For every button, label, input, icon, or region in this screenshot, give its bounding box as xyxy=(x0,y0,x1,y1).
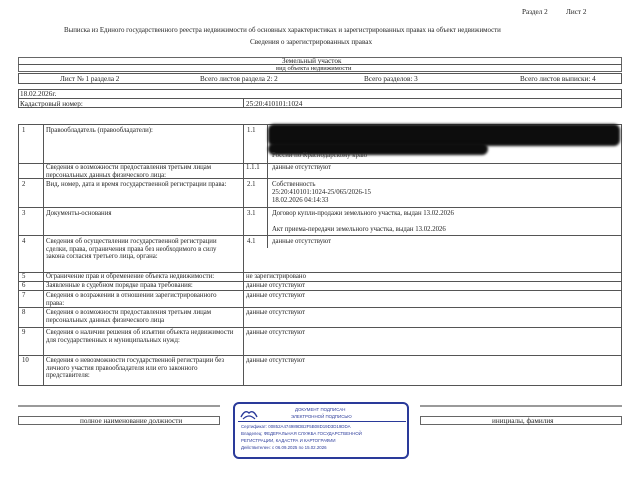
row-number: 10 xyxy=(22,357,29,364)
documents-label: Документы-основания xyxy=(46,210,112,217)
stamp-line2: ЭЛЕКТРОННОЙ ПОДПИСЬЮ xyxy=(291,414,352,419)
row-number: 5 xyxy=(22,273,26,280)
stamp-validity: Действителен: с 06.09.2025 по 15.02.2026 xyxy=(241,445,327,450)
row-number: 7 xyxy=(22,292,26,299)
right-type: Собственность xyxy=(272,181,316,188)
sheets-in-section: Всего листов раздела 2: 2 xyxy=(200,74,278,83)
stamp-line1: ДОКУМЕНТ ПОДПИСАН xyxy=(295,407,346,412)
issue-date: 18.02.2026г. xyxy=(20,90,57,98)
row-number: 2 xyxy=(22,181,26,188)
row-number: 8 xyxy=(22,309,26,316)
encumbrance-label: Ограничение прав и обременение объекта недвижимости: xyxy=(46,273,215,280)
row-number: 4 xyxy=(22,238,26,245)
document-title: Выписка из Единого государственного реестра недвижимости об основных характеристиках и зарегистрированных правах на объект недвижимости xyxy=(64,27,501,34)
objection-label: Сведения о возражении в отношении зарегистрированного права: xyxy=(46,292,217,307)
encumbrance-value: не зарегистрировано xyxy=(246,273,306,280)
stamp-certificate: Сертификат: 00852A474989DB2F5B08D19D3D19DDA xyxy=(241,424,351,429)
row-number: 1 xyxy=(22,127,26,134)
seizure-value: данные отсутствуют xyxy=(246,329,306,336)
registration-label: Вид, номер, дата и время государственной регистрации права: xyxy=(46,181,227,188)
row-number: 6 xyxy=(22,282,26,289)
third-party-consent-value: данные отсутствуют xyxy=(272,238,332,245)
object-kind-caption: вид объекта недвижимости xyxy=(276,64,352,72)
name-underline xyxy=(420,405,622,407)
row-number: 9 xyxy=(22,329,26,336)
owner-authority: России по Краснодарскому краю xyxy=(272,152,368,159)
row-subnumber: 2.1 xyxy=(247,181,256,188)
document-subtitle: Сведения о зарегистрированных правах xyxy=(250,38,373,46)
owner-label: Правообладатель (правообладатели): xyxy=(46,127,153,134)
position-caption: полное наименование должности xyxy=(80,417,183,425)
personal-data-value: данные отсутствуют xyxy=(272,164,332,171)
row-subnumber: 1.1 xyxy=(247,127,256,134)
row-number: 3 xyxy=(22,210,26,217)
court-claims-label: Заявленные в судебном порядке права требования: xyxy=(46,282,193,289)
sheet-number-of-section: Лист № 1 раздела 2 xyxy=(60,74,120,83)
name-caption: инициалы, фамилия xyxy=(492,417,554,425)
row-subnumber: 4.1 xyxy=(247,238,256,245)
section-number: Раздел 2 xyxy=(522,8,548,16)
objection-value: данные отсутствуют xyxy=(246,292,306,299)
personal-participation-label: Сведения о невозможности государственной регистрации без личного участия правообладателя или его законного представителя: xyxy=(46,357,225,380)
sheet-number: Лист 2 xyxy=(566,8,587,16)
sections-total: Всего разделов: 3 xyxy=(364,74,418,83)
document-sale-contract: Договор купли-продажи земельного участка, выдан 13.02.2026 xyxy=(272,210,454,217)
document-transfer-act: Акт приема-передачи земельного участка, выдан 13.02.2026 xyxy=(272,226,446,233)
stamp-owner-line2: РЕГИСТРАЦИИ, КАДАСТРА И КАРТОГРАФИИ xyxy=(241,438,336,443)
row-subnumber: 3.1 xyxy=(247,210,256,217)
cadastral-label: Кадастровый номер: xyxy=(20,99,83,108)
stamp-owner-line1: Владелец: ФЕДЕРАЛЬНАЯ СЛУЖБА ГОСУДАРСТВЕННОЙ xyxy=(241,431,362,436)
sheets-total: Всего листов выписки: 4 xyxy=(520,74,596,83)
cadastral-number: 25:20:410101:1024 xyxy=(246,99,303,108)
personal-data-8-label: Сведения о возможности предоставления третьим лицам персональных данных физического лица xyxy=(46,309,212,324)
personal-data-8-value: данные отсутствуют xyxy=(246,309,306,316)
third-party-consent-label: Сведения об осуществлении государственной регистрации сделки, права, ограничения права без необходимого в силу закона согласия третьего лица, органа: xyxy=(46,238,217,261)
seizure-label: Сведения о наличии решения об изъятии объекта недвижимости для государственных и муниципальных нужд: xyxy=(46,329,234,344)
object-kind: Земельный участок xyxy=(282,57,342,65)
personal-data-label: Сведения о возможности предоставления третьим лицам персональных данных физического лица: xyxy=(46,164,212,179)
position-underline xyxy=(18,405,220,407)
registration-number: 25:20:410101:1024-25/065/2026-15 xyxy=(272,189,371,196)
emblem-icon xyxy=(239,407,259,421)
registration-datetime: 18.02.2026 04:14:33 xyxy=(272,197,329,204)
personal-participation-value: данные отсутствуют xyxy=(246,357,306,364)
row-subnumber: 1.1.1 xyxy=(246,164,260,171)
court-claims-value: данные отсутствуют xyxy=(246,282,306,289)
electronic-signature-stamp xyxy=(233,402,409,459)
